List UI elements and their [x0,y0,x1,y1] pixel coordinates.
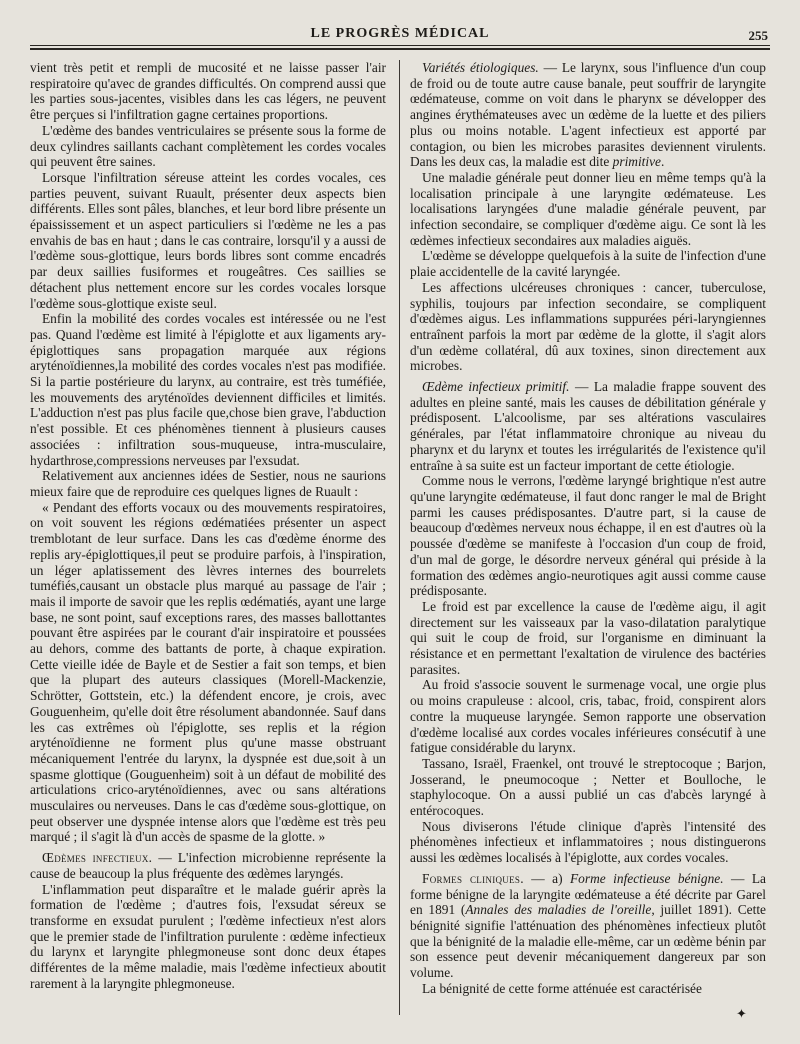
right-column [410,60,766,1020]
section-heading: Œdème infectieux primitif. [422,379,570,395]
section-paragraph [30,850,386,881]
paragraph: Les affections ulcéreuses chroniques : cancer, tuberculose, syphilis, toujours par infection secondaire, se compliquent d'œdèmes aigus. Les inflammations suppurées péri-laryngiennes entraînent parfois la mort par œdème de la glotte, il s'agit alors d'un œdème collatéral, dû aux toxines, sinon directement aux microbes. [410,279,766,374]
emphasis: primitive [612,154,662,170]
column-divider [399,60,400,1015]
paragraph: Lorsque l'infiltration séreuse atteint les cordes vocales, ces parties peuvent, suivant Ruault, présenter deux aspects bien différents. Elles sont pâles, blanches, et leur bord libre présente un épaississement et un aspect particuliers si l'œdème ne les a pas envahis de bas en haut ; dans le cas contraire, lorsqu'il y a aussi de l'œdème sous-glottique, leurs bords libres sont comme encadrés par deux saillies fusiformes et rougeâtres. Ces saillies se détachent plus nettement encore sur les cordes vocales lorsque l'œdème sous-glottique existe seul. [30,169,386,311]
paragraph: L'inflammation peut disparaître et le malade guérir après la formation de l'œdème ; d'autres fois, l'exsudat séreux se transforme en exsudat purulent ; l'œdème infectieux n'est alors que le premier stade de l'infiltration purulente : œdème infectieux du larynx et laryngite phlegmoneuse sont donc deux étapes différentes de la même maladie, mais l'œdème infectieux aboutit rarement à la laryngite phlegmoneuse. [30,881,386,991]
paragraph: L'œdème des bandes ventriculaires se présente sous la forme de deux cylindres saillants cachant complètement les cordes vocales qui peuvent être saines. [30,122,386,170]
paragraph: Au froid s'associe souvent le surmenage vocal, une orgie plus ou moins crapuleuse : alcool, cris, tabac, froid, conspirent alors contre la muqueuse laryngée. Semon rapporte une observation d'œdème localisé aux cordes vocales inférieures consécutif à une fatigue considérable du larynx. [410,677,766,756]
paragraph-text: , juillet 1891). Cette bénignité signifie l'atténuation des phénomènes infectieux plutôt que la bénignité de la maladie elle-même, car un œdème bénin par son essence peut devenir mécaniquement dangereux par son volume. [410,902,766,981]
paragraph-text: — La maladie frappe souvent des adultes en pleine santé, mais les causes de débilitation générale y prédisposent. L'alcoolisme, par ses altérations vasculaires générales, par l'état inflammatoire chronique au niveau du pharynx et du larynx et toutes les irrégularités de l'existence qu'il entraîne à sa suite est un facteur important de cette étiologie. [410,379,766,473]
paragraph: Le froid est par excellence la cause de l'œdème aigu, il agit directement sur les vaisseaux par la vaso-dilatation paralytique qui suit le coup de froid, sur l'organisme en diminuant la résistance et en permettant l'exaltation de virulence des bactéries parasites. [410,598,766,677]
section-heading: Formes cliniques. [422,870,524,886]
section-heading: Variétés étiologiques. [422,60,539,75]
citation-title: Annales des maladies de l'oreille [465,902,652,918]
header-rule [30,45,770,46]
section-paragraph [410,379,766,473]
paragraph: Nous diviserons l'étude clinique d'après l'intensité des phénomènes infectieux et inflammatoires ; nous distinguerons aussi les œdèmes localisés à l'épiglotte, aux cordes vocales. [410,818,766,866]
section-paragraph [410,871,766,981]
header-rule-thick [30,48,770,50]
section-heading: Œdèmes infectieux. [42,850,153,866]
ornament-icon: ✦ [736,1006,747,1021]
paragraph-text: — La forme bénigne de la laryngite œdémateuse a été décrite par Garel en 1891 ( [410,870,766,918]
quotation-paragraph: « Pendant des efforts vocaux ou des mouvements respiratoires, on voit souvent les régions œdématiées présenter un aspect tremblotant de leur surface. Dans les cas d'œdème énorme des replis ary-épiglottiques,il peut se produire parfois, à l'inspiration, un léger aplatissement des lèvres internes des bourrelets tuméfiés,causant un obstacle plus marqué au passage de l'air ; mais il importe de savoir que les replis œdématiés, ayant une large base, ne sont point, sauf exceptions rares, des masses ballottantes pouvant être aspirées par le courant d'air inspiratoire et poussées au dehors, comme des battants de porte, à chaque expiration. Cette vieille idée de Bayle et de Sestier a fait son temps, et bien que la plupart des auteurs classiques (Morell-Mackenzie, Schrötter, Gottstein, etc.) la défendent encore, je crois, avec Gouguenheim, qu'elle doit être résolument abandonnée. Sauf dans les cas extrêmes où l'épiglotte, ses replis et la région aryténoïdienne ne forment plus qu'une masse obstruant mécaniquement l'entrée du larynx, la dyspnée est due,soit à un spasme glottique (Gouguenheim) soit à un défaut de mobilité des articulations crico-aryténoïdiennes, avec ou sans altérations musculaires ou nerveuses. Dans le cas d'œdème sous-glottique, on peut observer une dyspnée intense alors que l'œdème est très peu marqué ; il s'agit là d'un accès de spasme de la glotte. » [30,499,386,845]
section-paragraph [410,60,766,170]
left-column [30,60,386,1020]
page-number: 255 [748,28,768,43]
journal-title: LE PROGRÈS MÉDICAL [310,26,490,41]
paragraph: La bénignité de cette forme atténuée est caractérisée [422,980,702,996]
paragraph: Enfin la mobilité des cordes vocales est intéressée ou ne l'est pas. Quand l'œdème est limité à l'épiglotte et aux ligaments ary-épiglottiques sans propagation marquée aux régions aryténoïdiennes,la mobilité des cordes vocales n'est pas modifiée. Si la partie postérieure du larynx, au contraire, est très tuméfiée, les mouvements des aryténoïdes deviennent difficiles et limités. L'adduction n'est pas plus facile que,chose bien grave, l'abduction n'est possible. Et ces phénomènes tiennent à plusieurs causes associées : infiltration sous-muqueuse, intra-musculaire, hydarthrose,compressions nerveuses par l'exsudat. [30,311,386,468]
paragraph: Relativement aux anciennes idées de Sestier, nous ne saurions mieux faire que de reproduire ces quelques lignes de Ruault : [30,468,386,499]
subsection-heading: Forme infectieuse bénigne. [570,870,724,886]
paragraph: L'œdème se développe quelquefois à la suite de l'infection d'une plaie accidentelle de la cavité laryngée. [410,248,766,280]
paragraph-text: . [661,154,665,170]
paragraph-text: — a) [523,870,570,886]
paragraph-text: — Le larynx, sous l'influence d'un coup de froid ou de toute autre cause banale, peut souffrir de laryngite œdémateuse, comme on voit dans le pharynx se développer des angines érythémateuses avec un œdème de la luette et des piliers plus ou moins notable. L'agent infectieux est apporté par contagion, ou bien les microbes parasites deviennent virulents. Dans les deux cas, la maladie est dite [410,60,766,170]
paragraph: Tassano, Israël, Fraenkel, ont trouvé le streptocoque ; Barjon, Josserand, le pneumocoque ; Netter et Boulloche, le staphylocoque. On a aussi publié un cas d'abcès laryngé à entérocoques. [410,755,766,819]
paragraph: Comme nous le verrons, l'œdème laryngé brightique n'est autre qu'une laryngite œdémateuse, il faut donc ranger le mal de Bright parmi les causes prédisposantes. D'autre part, si la cause de beaucoup d'œdèmes nerveux nous échappe, il en est d'autres où la poussée d'œdème se manifeste à l'occasion d'un coup de froid, d'un mal de gorge, le désordre nerveux général qui préside à la formation des œdèmes angio-neurotiques agit aussi comme cause prédisposante. [410,473,766,599]
paragraph-text: — L'infection microbienne représente la cause de beaucoup la plus fréquente des œdèmes laryngés. [30,850,386,881]
paragraph: vient très petit et rempli de mucosité et ne laisse passer l'air respiratoire qu'avec de grandes difficultés. On comprend aussi que les parties sous-jacentes, visibles dans les cas légers, ne peuvent être perçues si l'infiltration gagne certaines proportions. [30,60,386,123]
paragraph: Une maladie générale peut donner lieu en même temps qu'à la localisation principale à une laryngite œdémateuse. Les localisations laryngées d'une maladie générale peuvent, par infection secondaire, se compliquer d'œdème aigu. Ce sont là les œdèmes infectieux secondaires aux maladies aiguës. [410,169,766,248]
